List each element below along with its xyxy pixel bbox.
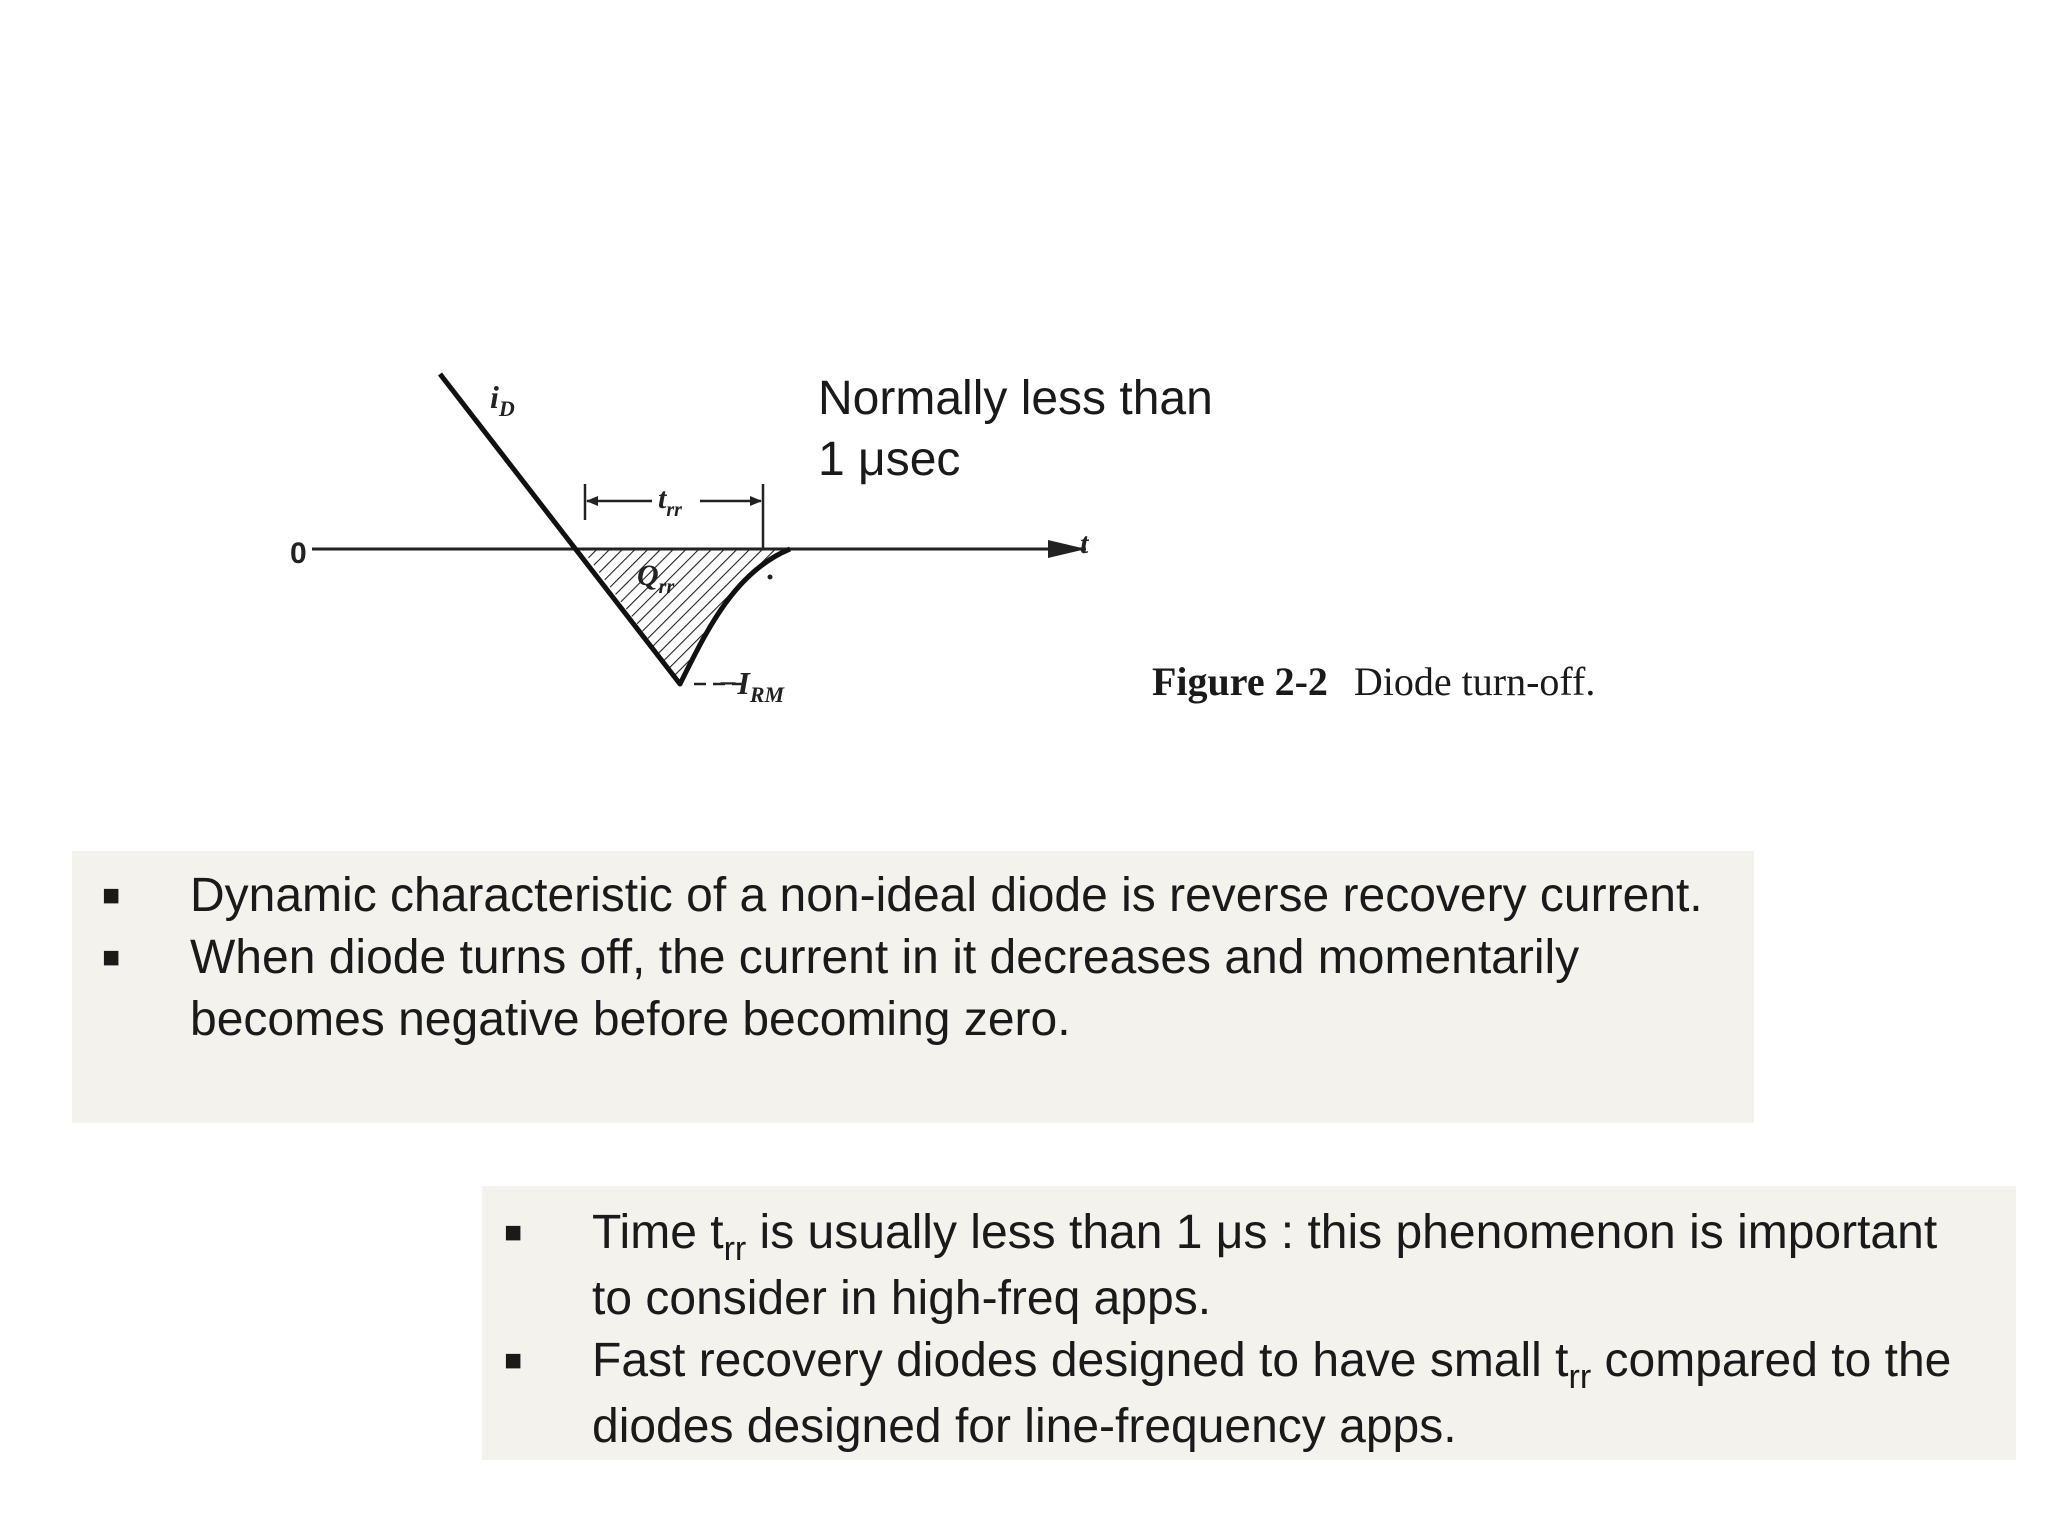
bullet-subscript: rr [723,1230,747,1268]
bullet-time-trr [504,1202,1986,1330]
bullet-text-part: compared to the diodes designed for line-frequency apps. [592,1334,1952,1453]
bullet-text-part: Time t [592,1206,724,1259]
bullet-marker: ■ [102,879,121,912]
trr-bullet-list [504,1202,1986,1458]
figure-caption [1152,658,1595,705]
current-label: $i_D$ [490,379,515,421]
bullet-subscript: rr [1568,1358,1592,1396]
bullet-text: Dynamic characteristic of a non-ideal diode is reverse recovery current. [190,869,1703,922]
bullet-fast-recovery [504,1330,1986,1458]
bullet-text-part: Fast recovery diodes designed to have small t [592,1334,1569,1387]
figure-caption-number: Figure 2-2 [1152,659,1328,704]
bullet-marker: ■ [504,1344,523,1377]
reverse-recovery-bullets-box [72,851,1754,1123]
waveform-dot [768,575,773,580]
qrr-label: $Q_{rr}$ [637,559,675,598]
current-waveform [440,374,790,684]
bullet-marker: ■ [504,1216,523,1249]
trr-bullets-box [482,1186,2016,1460]
irm-label: $-I_{RM}$ [718,665,785,707]
trr-note-line1: Normally less than [818,372,1213,425]
bullet-text: When diode turns off, the current in it decreases and momentarily becomes negative before becoming zero. [190,931,1580,1046]
bullet-text-part: is usually less than 1 μs : this phenomenon is important to consider in high-freq apps. [592,1206,1938,1325]
axis-origin-label: 0 [290,537,307,570]
trr-note-line2: 1 μsec [818,433,961,486]
bullet-marker: ■ [102,941,121,974]
figure-caption-text: Diode turn-off. [1353,659,1596,704]
axis-time-label: t [1080,527,1089,560]
bullet-dynamic-characteristic [102,865,1714,927]
trr-label: $t_{rr}$ [658,482,682,521]
trr-note [818,368,1338,490]
reverse-recovery-bullet-list [102,865,1714,1051]
bullet-diode-turns-off [102,927,1714,1051]
